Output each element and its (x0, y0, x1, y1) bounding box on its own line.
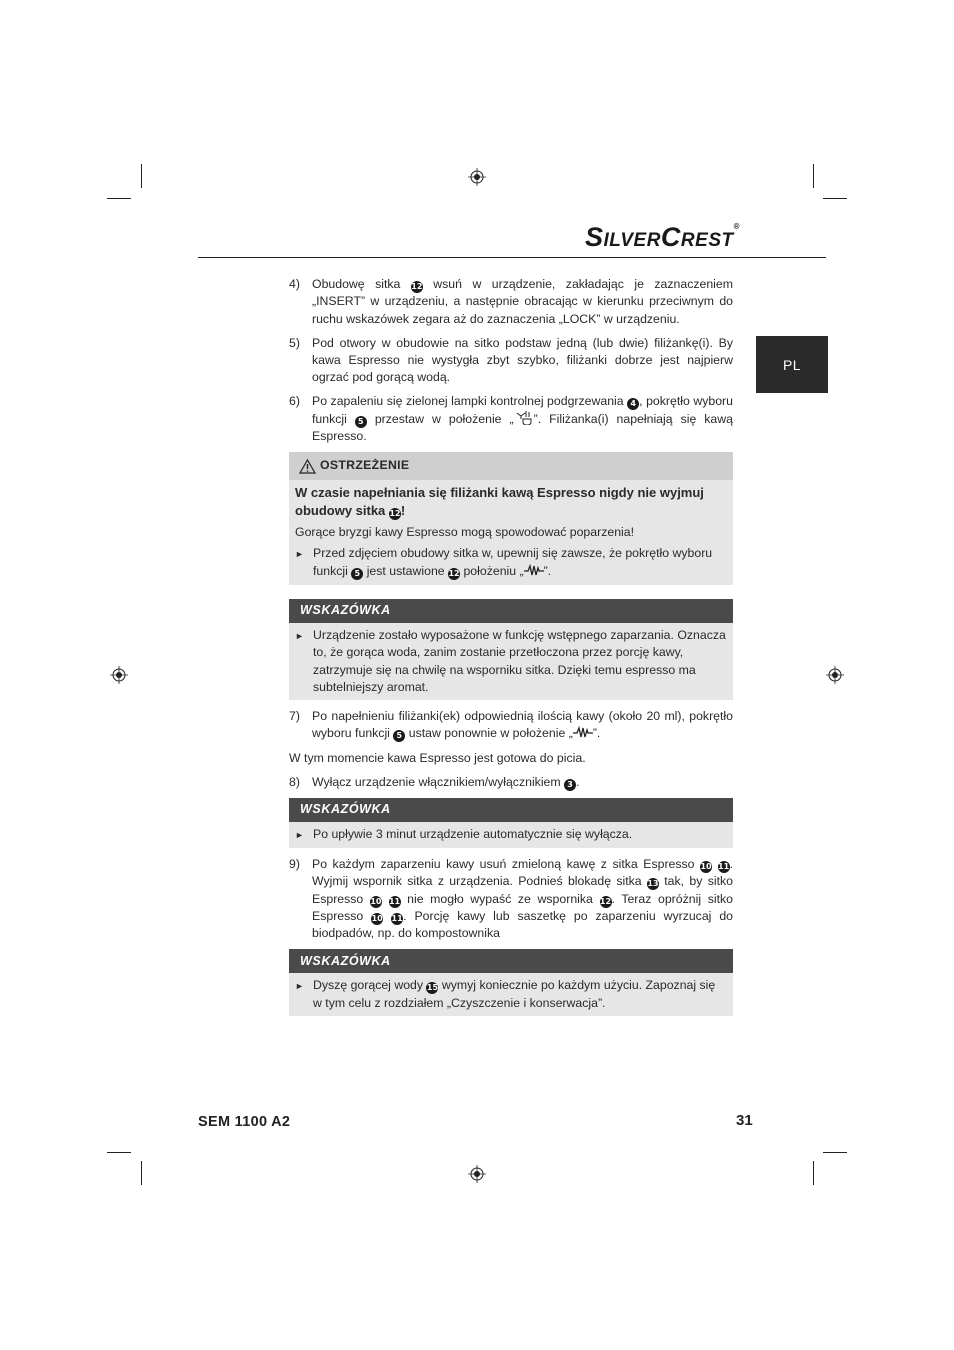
warning-bullet: ► Przed zdjęciem obudowy sitka w, upewnij się zawsze, że pokrętło wyboru funkcji 5 jest ustawione 12 położeniu „ ”. (295, 545, 727, 580)
bullet-arrow-icon: ► (295, 549, 304, 560)
ref-number-icon: 3 (564, 779, 576, 791)
step-7: 7) Po napełnieniu filiżanki(ek) odpowiednią ilością kawy (około 20 ml), pokrętło wyboru funkcji 5 ustaw ponownie w położenie „ ”. (289, 709, 733, 741)
ref-number-icon: 10 (370, 896, 382, 906)
crop-mark (107, 1152, 131, 1153)
note-bullet: ► Urządzenie zostało wyposażone w funkcję wstępnego zaparzania. Oznacza to, że gorąca woda, zanim zostanie przetłoczona przez porcję kawy, zatrzymuje się na chwilę na wsporniku sitka. Dzięki temu espresso ma subtelniejszy aromat. (295, 627, 727, 696)
step-6: 6) Po zapaleniu się zielonej lampki kontrolnej podgrzewania 4 , pokrętło wyboru funkcji 5 przestaw w położenie „ ”. Filiżanka(i) napełniają się kawą Espresso. (289, 394, 733, 443)
registration-mark-icon (468, 168, 486, 186)
warning-strong-text: W czasie napełniania się filiżanki kawą Espresso nigdy nie wyjmuj obudowy sitka 12! (295, 485, 704, 519)
warning-box (289, 452, 733, 585)
crop-mark (823, 1152, 847, 1153)
note-header: WSKAZÓWKA (289, 798, 733, 822)
note-header: WSKAZÓWKA (289, 949, 733, 973)
ready-text: W tym momencie kawa Espresso jest gotowa do picia. (289, 750, 586, 765)
step-9: 9) Po każdym zaparzeniu kawy usuń zmieloną kawę z sitka Espresso 10 11. Wyjmij wspornik sitka z urządzenia. Podnieś blokadę sitka 13 tak, by sitko Espresso 10 11 nie mogło wypaść ze wspornika 12. Teraz opróżnij sitko Espresso 10 11. Porcję kawy lub saszetkę po zaparzeniu wyrzucaj do biodpadów, np. do kompostownika (289, 857, 733, 941)
ref-number-icon: 5 (351, 568, 363, 580)
bullet-arrow-icon: ► (295, 981, 304, 992)
ref-number-icon: 12 (411, 282, 423, 291)
note-bullet: ► Po upływie 3 minut urządzenie automatycznie się wyłącza. (295, 826, 727, 844)
registration-mark-icon (110, 666, 128, 684)
cup-filling-icon (514, 411, 534, 425)
ref-number-icon: 15 (426, 983, 439, 993)
step-4: 4) Obudowę sitka 12 wsuń w urządzenie, zakładając je zaznaczeniem „INSERT” w urządzeniu, a następnie obracając w kierunku przeciwnym do ruchu wskazówek zegara aż do zaznaczenia „LOCK” w urządzeniu. (289, 277, 733, 326)
wave-position-icon (524, 564, 544, 576)
ref-number-icon: 11 (718, 862, 730, 872)
header-rule (198, 257, 826, 258)
note-box (289, 798, 733, 848)
step-5: 5) Pod otwory w obudowie na sitko podstaw jedną (lub dwie) filiżankę(i). By kawa Espresso nie wystygła zbyt szybko, filiżanki dobrze jest najpierw ogrzać pod gorącą wodą. (289, 335, 733, 385)
crop-mark (141, 1161, 142, 1185)
warning-header: OSTRZEŻENIE (289, 452, 733, 480)
ref-number-icon: 11 (391, 913, 403, 923)
language-tab: PL (756, 336, 828, 393)
note-header: WSKAZÓWKA (289, 599, 733, 623)
ref-number-icon: 13 (647, 879, 659, 889)
bullet-arrow-icon: ► (295, 829, 304, 840)
ref-number-icon: 12 (448, 568, 460, 578)
ref-number-icon: 10 (700, 862, 712, 872)
ref-number-icon: 10 (371, 913, 383, 923)
crop-mark (823, 198, 847, 199)
note-bullet: ► Dyszę gorącej wody 15 wymyj koniecznie po każdym użyciu. Zapoznaj się w tym celu z rozdziałem „Czyszczenie i konserwacja”. (295, 977, 727, 1012)
wave-position-icon (573, 726, 593, 738)
page-number: 31 (736, 1112, 753, 1129)
crop-mark (107, 198, 131, 199)
crop-mark (813, 1161, 814, 1185)
ref-number-icon: 5 (355, 416, 367, 428)
ref-number-icon: 5 (393, 730, 405, 742)
ref-number-icon: 12 (599, 896, 612, 906)
registration-mark-icon (826, 666, 844, 684)
ref-number-icon: 12 (389, 509, 401, 519)
model-number: SEM 1100 A2 (198, 1114, 291, 1130)
note-box (289, 599, 733, 700)
instructions-content (289, 276, 733, 1024)
registration-mark-icon (468, 1165, 486, 1183)
note-box (289, 949, 733, 1016)
crop-mark (813, 164, 814, 188)
ref-number-icon: 4 (627, 398, 639, 410)
step-8: 8) Wyłącz urządzenie włącznikiem/wyłącznikiem 3 . (289, 774, 580, 789)
warning-text: Gorące bryzgi kawy Espresso mogą spowodować poparzenia! (295, 525, 635, 540)
crop-mark (141, 164, 142, 188)
bullet-arrow-icon: ► (295, 630, 304, 641)
warning-triangle-icon (299, 459, 316, 474)
ref-number-icon: 11 (388, 896, 401, 906)
silvercrest-logo: SILVERCREST® (585, 222, 741, 252)
